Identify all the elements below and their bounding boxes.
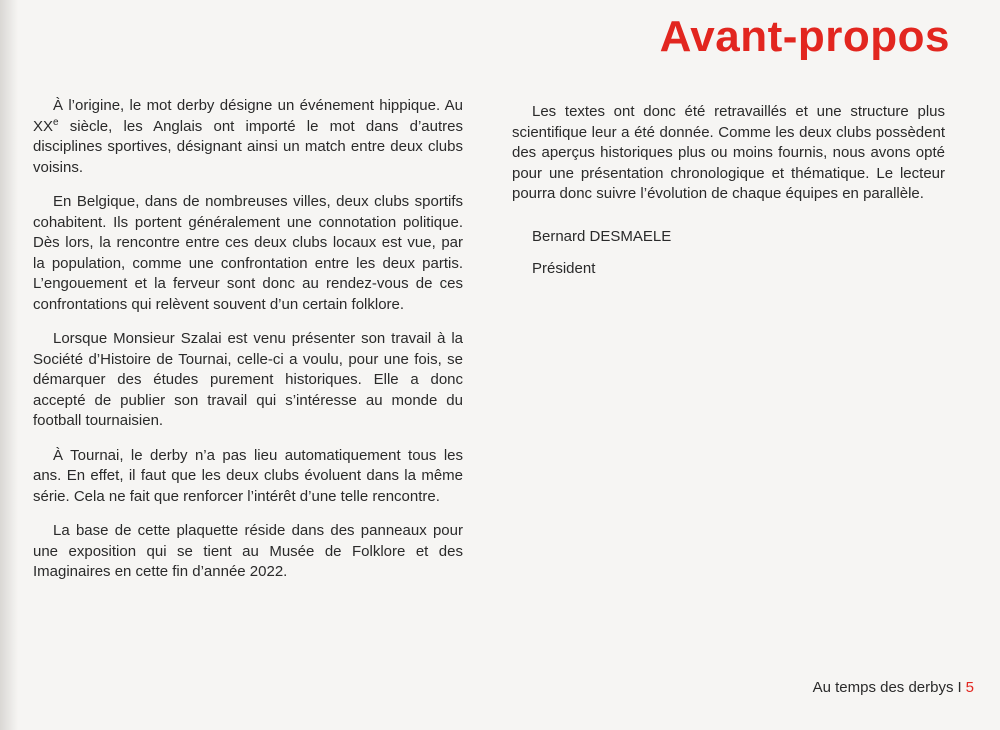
signature-block — [512, 227, 945, 280]
paragraph-exhibition: La base de cette plaquette réside dans des panneaux pour une exposition qui se tient au Musée de Folklore et des Imaginaires en cette fin d’année 2022. — [33, 522, 463, 580]
paragraph-texts: Les textes ont donc été retravaillés et une structure plus scientifique leur a été donnée. Comme les deux clubs possèdent des aperçus historiques plus ou moins fournis, nous avons opté pour une présentation chronologique et thématique. Le lecteur pourra donc suivre l’évolution de chaque équipes en parallèle. — [512, 103, 945, 202]
signature-name: Bernard DESMAELE — [532, 227, 672, 245]
paragraph-origin — [33, 96, 463, 178]
paragraph-origin-part1: À l’origine, le mot derby désigne un événement hippique. Au XX — [33, 97, 463, 135]
century-superscript: e — [53, 116, 59, 128]
page-title: Avant-propos — [659, 12, 950, 61]
signature-role: Président — [532, 260, 596, 277]
page-edge-shadow — [0, 0, 18, 730]
page-footer — [813, 679, 974, 696]
paragraph-origin-part2: siècle, les Anglais ont importé le mot dans d’autres disciplines sportives, désignant ainsi un match entre deux clubs voisins. — [33, 117, 463, 176]
page-number: 5 — [965, 679, 974, 696]
paragraph-szalai: Lorsque Monsieur Szalai est venu présenter son travail à la Société d’Histoire de Tournai, celle-ci a voulu, pour une fois, se démarquer des études purement historiques. Elle a donc accepté de publier son travail qui s’intéresse au monde du football tournaisien. — [33, 330, 463, 429]
footer-separator: I — [957, 679, 962, 696]
footer-book-title: Au temps des derbys — [812, 679, 954, 696]
paragraph-tournai: À Tournai, le derby n’a pas lieu automatiquement tous les ans. En effet, il faut que les deux clubs évoluent dans la même série. Cela ne fait que renforcer l’intérêt d’une telle rencontre. — [33, 446, 463, 505]
right-column — [512, 102, 945, 292]
paragraph-belgium: En Belgique, dans de nombreuses villes, deux clubs sportifs cohabitent. Ils portent généralement une connotation politique. Dès lors, la rencontre entre ces deux clubs locaux est vue, par la population, comme une confrontation entre les deux partis. L’engouement et la ferveur sont donc au rendez-vous de ces confrontations qui relèvent souvent d’un certain folklore. — [33, 193, 463, 313]
left-column — [33, 96, 463, 597]
